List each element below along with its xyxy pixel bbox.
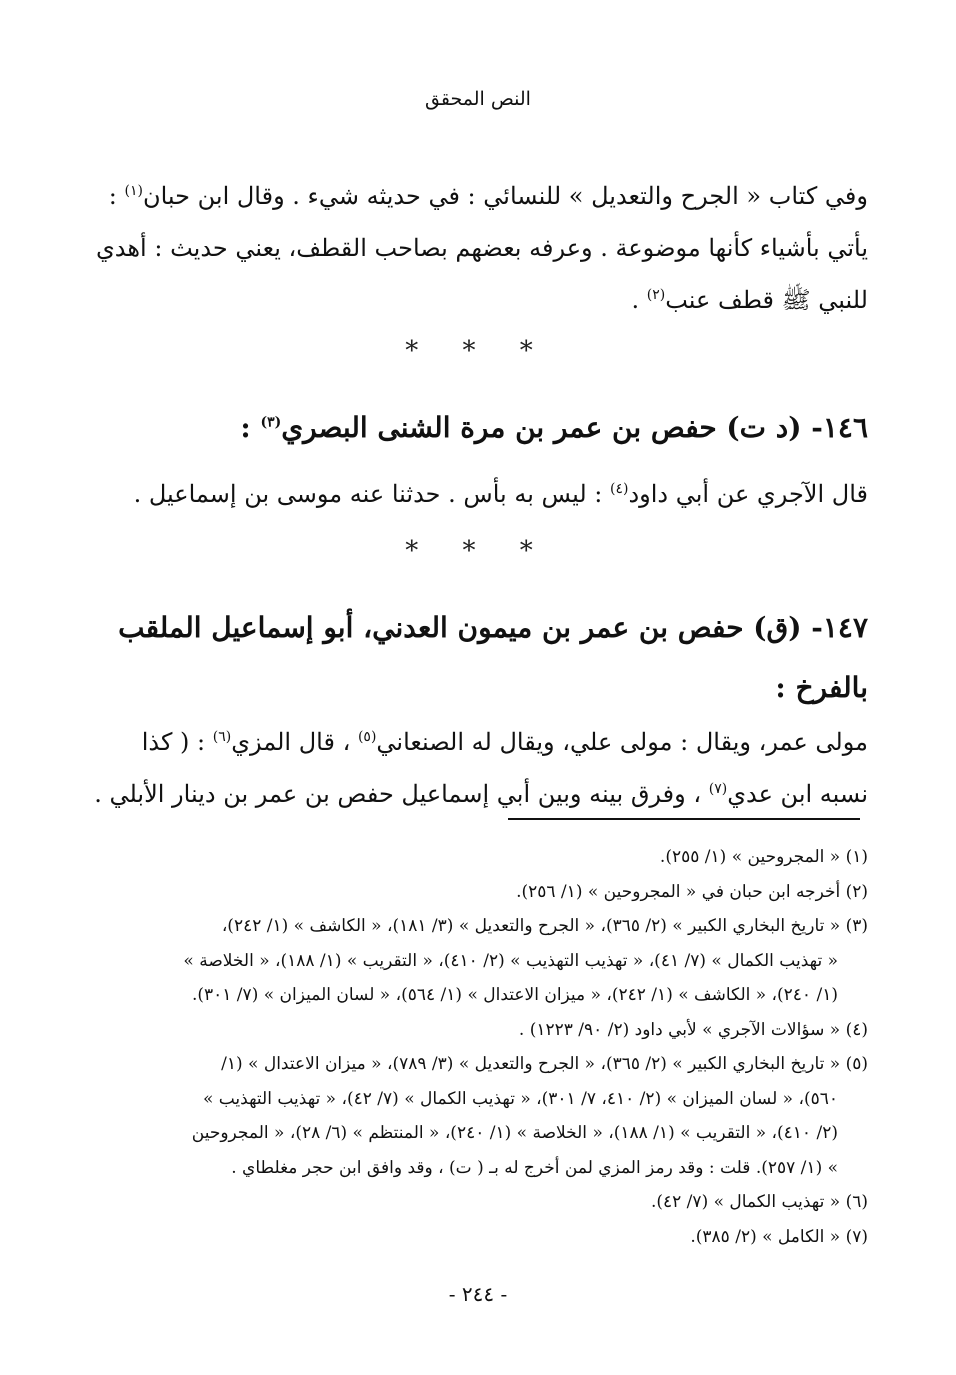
- entry-147-body-c: : ( كذا: [141, 728, 213, 756]
- intro-line-3-tail: .: [631, 286, 647, 314]
- intro-line-1: [88, 170, 868, 222]
- entry-147-body-b: ، قال المزي: [231, 728, 358, 756]
- intro-paragraph: [88, 170, 868, 326]
- intro-line-3-text: للنبي ﷺ قطف عنب: [665, 286, 868, 314]
- entry-147-title-line-2: بالفرخ :: [775, 671, 868, 704]
- footnote-ref-4[interactable]: (٤): [610, 481, 629, 497]
- footnote-5-line-1: (٥) « تاريخ البخاري الكبير » (٢/ ٣٦٥)، « الجرح والتعديل » (٣/ ٧٨٩)، « ميزان الاعتدال » (١/: [221, 1054, 868, 1074]
- footnote-3-line-1: (٣) « تاريخ البخاري الكبير » (٢/ ٣٦٥)، « الجرح والتعديل » (٣/ ١٨١)، « الكاشف » (١/ ٢٤٢)،: [221, 916, 868, 936]
- footnote-5-line-3: (٢/ ٤١٠)، « التقريب » (١/ ١٨٨)، « الخلاصة » (١/ ٢٤٠)، « المنتظم » (٦/ ٢٨)، « المجروحين: [191, 1123, 838, 1143]
- footnote-ref-5[interactable]: (٥): [357, 729, 377, 745]
- footnote-5-line-4: » (١/ ٢٥٧). قلت : وقد رمز المزي لمن أخرج له بـ ( ت) ، وقد وافق ابن حجر مغلطاي .: [231, 1157, 838, 1178]
- footnote-3-line-2: « تهذيب الكمال » (٧/ ٤١)، « تهذيب التهذيب » (٢/ ٤١٠)، « التقريب » (١/ ١٨٨)، « الخلاصة »: [183, 950, 838, 971]
- entry-147-heading: [88, 598, 868, 718]
- entry-147-body-line-1: [88, 716, 868, 768]
- intro-line-2: يأتي بأشياء كأنها موضوعة . وعرفه بعضهم بصاحب القطف، يعني حديث : أهدي: [96, 234, 868, 262]
- entry-146-title-tail: :: [240, 411, 261, 444]
- entry-146-body-text: قال الآجري عن أبي داود: [628, 480, 868, 508]
- footnote-ref-7[interactable]: (٧): [708, 781, 728, 797]
- section-separator: * * *: [405, 336, 551, 366]
- entry-146-title: ١٤٦- (د ت) حفص بن عمر بن مرة الشنى البصري: [281, 411, 868, 444]
- footnote-6: (٦) « تهذيب الكمال » (٧/ ٤٢).: [650, 1192, 868, 1212]
- intro-line-1-text: وفي كتاب « الجرح والتعديل » للنسائي : في حديثه شيء . وقال ابن حبان: [142, 182, 868, 210]
- entry-146-body: [88, 468, 868, 520]
- footnote-rule: [508, 818, 860, 820]
- entry-147-body-a: مولى عمر، ويقال : مولى علي، ويقال له الصنعاني: [376, 728, 868, 756]
- footnotes: [88, 840, 868, 1254]
- entry-146-body-tail: : ليس به بأس . حدثنا عنه موسى بن إسماعيل .: [133, 480, 610, 508]
- entry-146-heading: [88, 398, 868, 458]
- section-separator-2: * * *: [405, 536, 551, 566]
- footnote-ref-3[interactable]: (٣): [260, 414, 282, 431]
- footnote-ref-1[interactable]: (١): [124, 183, 143, 199]
- entry-147-body-line-2: [88, 768, 868, 820]
- footnote-ref-2[interactable]: (٢): [646, 287, 666, 303]
- footnote-7: (٧) « الكامل » (٢/ ٣٨٥).: [690, 1226, 868, 1247]
- footnote-5-line-2: ٥٦٠)، « لسان الميزان » (٢/ ٤١٠، ٧/ ٣٠١)، « تهذيب الكمال » (٧/ ٤٢)، « تهذيب التهذيب »: [202, 1088, 838, 1109]
- footnote-ref-6[interactable]: (٦): [212, 729, 232, 745]
- footnote-1: (١) « المجروحين » (١/ ٢٥٥).: [659, 847, 868, 867]
- running-header: النص المحقق: [425, 88, 531, 110]
- entry-147-title-line-1: ١٤٧- (ق) حفص بن عمر بن ميمون العدني، أبو إسماعيل الملقب: [118, 611, 868, 644]
- entry-147-body: [88, 716, 868, 820]
- footnote-3-line-3: (١/ ٢٤٠)، « الكاشف » (١/ ٢٤٢)، « ميزان الاعتدال » (١/ ٥٦٤)، « لسان الميزان » (٧/ ٣٠١).: [191, 985, 838, 1005]
- intro-line-3: [88, 274, 868, 326]
- intro-line-1-tail: :: [108, 182, 125, 210]
- footnote-4: (٤) « سؤالات الآجري » لأبي داود (٢/ ٩٠/ ١٢٢٣) .: [518, 1019, 868, 1040]
- footnote-2: (٢) أخرجه ابن حبان في « المجروحين » (١/ ٢٥٦).: [516, 881, 868, 902]
- page-number: - ٢٤٤ -: [448, 1282, 508, 1306]
- entry-147-body-d: نسبه ابن عدي: [727, 780, 868, 808]
- entry-147-body-e: ، وفرق بينه وبين أبي إسماعيل حفص بن عمر بن دينار الأبلي .: [94, 780, 709, 808]
